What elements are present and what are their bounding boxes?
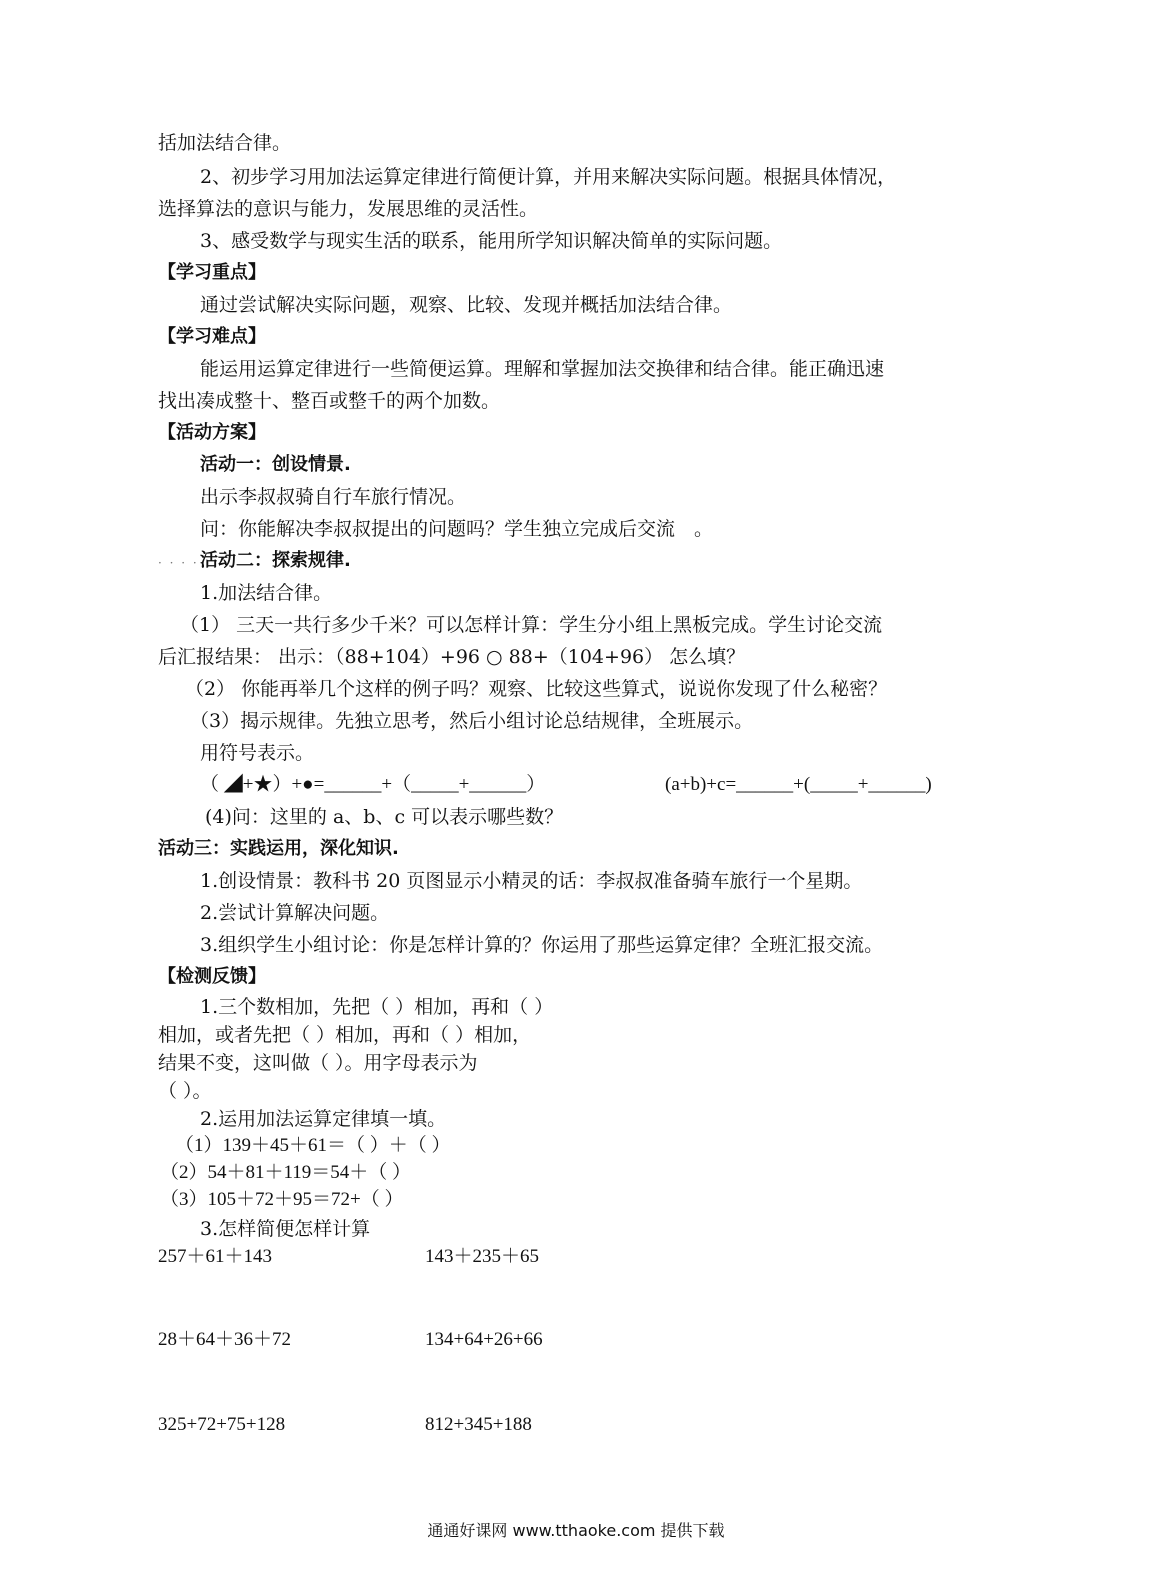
text-line: 3.怎样简便怎样计算	[200, 1218, 371, 1240]
text-line: 2、初步学习用加法运算定律进行简便计算，并用来解决实际问题。根据具体情况，	[200, 166, 897, 188]
text-line: 相加，或者先把（ ）相加，再和（ ）相加，	[158, 1024, 532, 1046]
activity-2-title: 活动二：探索规律.	[200, 550, 351, 571]
text-line: 1.创设情景：教科书 20 页图显示小精灵的话：李叔叔准备骑车旅行一个星期。	[200, 870, 863, 892]
text-line: 选择算法的意识与能力，发展思维的灵活性。	[158, 198, 539, 220]
dot-marks: · · · ·	[158, 556, 199, 570]
page-footer: 通通好课网 www.tthaoke.com 提供下载	[427, 1521, 725, 1540]
text-line: 通过尝试解决实际问题，观察、比较、发现并概括加法结合律。	[200, 294, 733, 316]
calc-item: 28＋64＋36＋72	[158, 1329, 292, 1350]
text-line: 2.尝试计算解决问题。	[200, 902, 390, 924]
section-heading-focus: 【学习重点】	[158, 262, 266, 283]
activity-1-title: 活动一：创设情景.	[200, 454, 351, 475]
text-line: 3、感受数学与现实生活的联系，能用所学知识解决简单的实际问题。	[200, 230, 783, 252]
text-line: 能运用运算定律进行一些简便运算。理解和掌握加法交换律和结合律。能正确迅速	[200, 358, 885, 380]
text-line: 3.组织学生小组讨论：你是怎样计算的？你运用了那些运算定律？全班汇报交流。	[200, 934, 884, 956]
text-line: 后汇报结果： 出示：（88+104）+96 ○ 88+（104+96） 怎么填？	[158, 646, 746, 668]
section-heading-difficulty: 【学习难点】	[158, 326, 266, 347]
text-line: 出示李叔叔骑自行车旅行情况。	[200, 486, 467, 508]
text-line: （3）105＋72＋95＝72+（ ）	[160, 1189, 404, 1210]
text-line: 2.运用加法运算定律填一填。	[200, 1108, 447, 1130]
text-line: 结果不变，这叫做（ ）。用字母表示为	[158, 1052, 478, 1074]
text-line: （2） 你能再举几个这样的例子吗？观察、比较这些算式，说说你发现了什么秘密？	[185, 678, 888, 700]
text-line: 问：你能解决李叔叔提出的问题吗？学生独立完成后交流 。	[200, 518, 714, 540]
text-line: （1）139＋45＋61＝（ ）＋（ ）	[175, 1135, 451, 1156]
text-line: 找出凑成整十、整百或整千的两个加数。	[158, 390, 501, 412]
calc-item: 143＋235＋65	[425, 1246, 540, 1267]
text-line: 1.三个数相加，先把（ ）相加，再和（ ）	[200, 996, 554, 1018]
text-line: （2）54＋81＋119＝54＋（ ）	[160, 1162, 412, 1183]
calc-item: 134+64+26+66	[425, 1329, 543, 1350]
text-line: 1.加法结合律。	[200, 582, 333, 604]
calc-item: 325+72+75+128	[158, 1414, 286, 1435]
calc-item: 812+345+188	[425, 1414, 532, 1435]
text-line: 用符号表示。	[200, 742, 315, 764]
activity-3-title: 活动三：实践运用，深化知识.	[158, 838, 399, 859]
text-line: （1） 三天一共行多少千米？可以怎样计算：学生分小组上黑板完成。学生讨论交流	[180, 614, 883, 636]
symbol-formula-1: （ ◢+★）+●=______+（_____+______）	[200, 774, 546, 795]
symbol-formula-2: (a+b)+c=______+(_____+______)	[665, 774, 932, 795]
text-line: （3）揭示规律。先独立思考，然后小组讨论总结规律，全班展示。	[190, 710, 754, 732]
section-heading-plan: 【活动方案】	[158, 422, 266, 443]
text-line: 括加法结合律。	[158, 132, 292, 154]
section-heading-feedback: 【检测反馈】	[158, 966, 266, 987]
calc-item: 257＋61＋143	[158, 1246, 273, 1267]
text-line: (4)问：这里的 a、b、c 可以表示哪些数？	[205, 806, 564, 828]
text-line: （ ）。	[158, 1080, 212, 1102]
